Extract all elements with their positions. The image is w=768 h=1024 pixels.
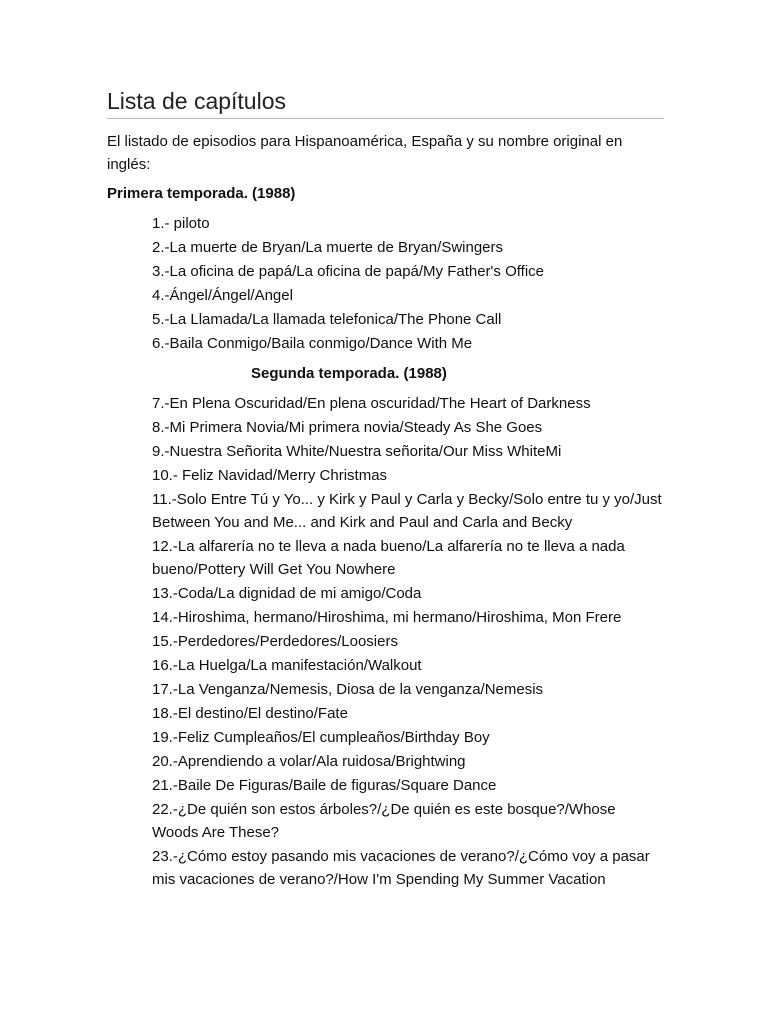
- episode-item: 17.-La Venganza/Nemesis, Diosa de la venganza/Nemesis: [152, 681, 544, 698]
- episode-item: 16.-La Huelga/La manifestación/Walkout: [152, 657, 422, 674]
- season-2-episode-list: [152, 392, 662, 892]
- episode-item: 20.-Aprendiendo a volar/Ala ruidosa/Brightwing: [152, 753, 466, 770]
- episode-item: 15.-Perdedores/Perdedores/Loosiers: [152, 633, 398, 650]
- episode-item: 4.-Ángel/Ángel/Angel: [152, 287, 293, 304]
- episode-item: 2.-La muerte de Bryan/La muerte de Bryan/Swingers: [152, 239, 504, 256]
- page-title: Lista de capítulos: [107, 86, 664, 119]
- episode-item: 3.-La oficina de papá/La oficina de papá/My Father's Office: [152, 263, 544, 280]
- episode-item: 1.- piloto: [152, 215, 210, 232]
- episode-item: 8.-Mi Primera Novia/Mi primera novia/Steady As She Goes: [152, 419, 543, 436]
- episode-item: 12.-La alfarería no te lleva a nada bueno/La alfarería no te lleva a nada bueno/Pottery Will Get You Nowhere: [152, 538, 625, 578]
- intro-paragraph: El listado de episodios para Hispanoamérica, España y su nombre original en inglés:: [107, 133, 623, 173]
- episode-item: 13.-Coda/La dignidad de mi amigo/Coda: [152, 585, 422, 602]
- episode-item: 14.-Hiroshima, hermano/Hiroshima, mi hermano/Hiroshima, Mon Frere: [152, 609, 622, 626]
- episode-item: 5.-La Llamada/La llamada telefonica/The Phone Call: [152, 311, 502, 328]
- season-2-heading: Segunda temporada. (1988): [251, 365, 447, 382]
- season-1-heading: Primera temporada. (1988): [107, 185, 296, 202]
- episode-item: 6.-Baila Conmigo/Baila conmigo/Dance With Me: [152, 335, 473, 352]
- episode-item: 9.-Nuestra Señorita White/Nuestra señorita/Our Miss WhiteMi: [152, 443, 562, 460]
- episode-item: 18.-El destino/El destino/Fate: [152, 705, 348, 722]
- episode-item: 11.-Solo Entre Tú y Yo... y Kirk y Paul y Carla y Becky/Solo entre tu y yo/Just Between You and Me... and Kirk and Paul and Carla and Becky: [152, 491, 662, 531]
- episode-item: 22.-¿De quién son estos árboles?/¿De quién es este bosque?/Whose Woods Are These?: [152, 801, 616, 841]
- episode-item: 10.- Feliz Navidad/Merry Christmas: [152, 467, 388, 484]
- season-1-episode-list: [152, 212, 662, 356]
- episode-item: 7.-En Plena Oscuridad/En plena oscuridad/The Heart of Darkness: [152, 395, 591, 412]
- episode-item: 21.-Baile De Figuras/Baile de figuras/Square Dance: [152, 777, 497, 794]
- episode-item: 19.-Feliz Cumpleaños/El cumpleaños/Birthday Boy: [152, 729, 490, 746]
- episode-item: 23.-¿Cómo estoy pasando mis vacaciones de verano?/¿Cómo voy a pasar mis vacaciones de verano?/How I'm Spending My Summer Vacation: [152, 848, 650, 888]
